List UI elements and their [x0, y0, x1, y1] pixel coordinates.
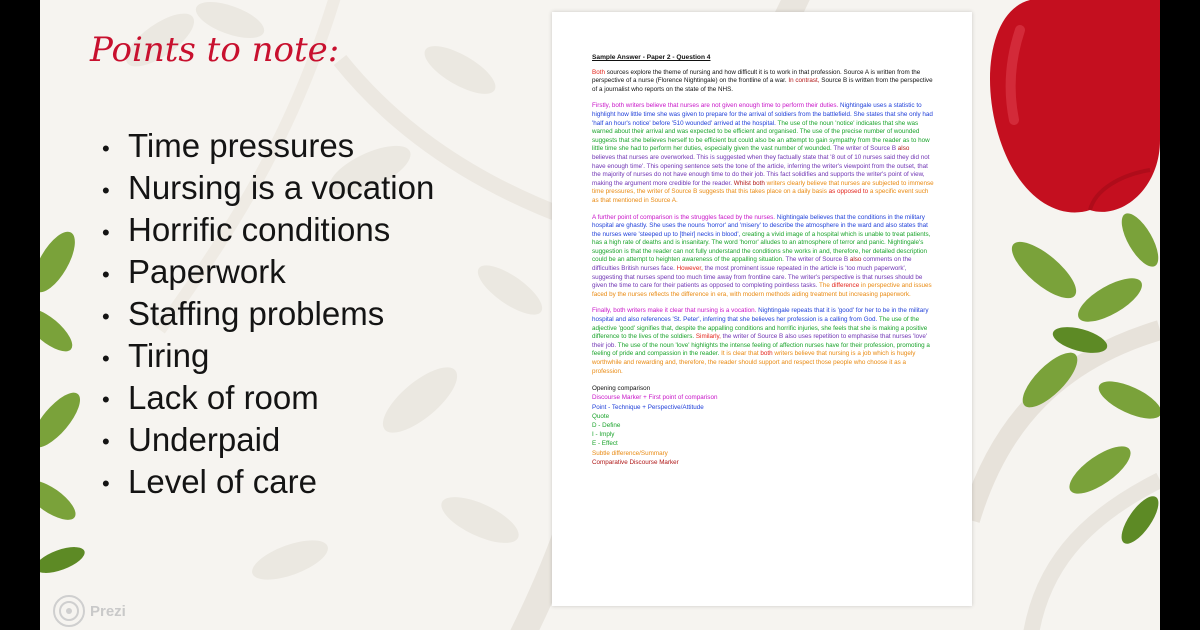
prezi-logo-text: Prezi [90, 602, 126, 620]
source-b-text: The writer of Source B [783, 256, 850, 264]
analysis-text: The use of the noun 'love' highlights the intense feeling of affection nurses have for their profession, promoting a feeling of pride and compassion in the reader. [592, 341, 930, 358]
discourse-marker: Both [592, 68, 605, 76]
point-of-comparison: Finally, both writers make it clear that nursing is a vocation. [592, 307, 757, 315]
analysis-text: The use of the noun 'notice' indicates that she was warned about their arrival and was expected to be efficient and organised. The use of the precise number of wounded suggests that she believes herself to be efficient but could also be an attempt to gain sympathy from the reader as to how little time she had to perform her duties, especially given the vast number of wounded. [592, 119, 930, 153]
paragraph-text: sources explore the theme of nursing and how difficult it is to work in that profession. Source A is written from the perspective of a nurse (Florence Nightingale) on the frontline of a war. [592, 68, 921, 85]
technique-text: Nightingale uses a statistic to highlight how little time she was given to prepare for the arrival of soldiers from the battlefield. She states that she only had 'half an hour's notice' before '510 wounded' arrived at the hospital. [592, 102, 933, 127]
prezi-logo[interactable] [52, 594, 126, 628]
key-item: E - Effect [592, 440, 618, 448]
comparative-marker: However, [674, 265, 703, 273]
comparative-marker: In contrast, [788, 77, 820, 85]
list-item: • Lack of room [102, 378, 434, 420]
summary-text: a specific event such as that mentioned in Source A. [592, 188, 929, 204]
paragraph-second-point [592, 214, 934, 300]
point-of-comparison: A further point of comparison is the struggles faced by the nurses. [592, 213, 776, 221]
bullet-icon: • [102, 177, 110, 203]
document-body [592, 54, 934, 467]
slide-title: Points to note: [90, 30, 340, 70]
right-letterbox [1160, 0, 1200, 630]
summary-text: writers believe that nursing is a job which is hugely worthwhile and rewarding and, therefore, the reader should support and respect those people who choose it as a profession. [592, 350, 916, 375]
comparative-marker: Similarly, [694, 333, 721, 341]
source-b-text: comments on the difficulties British nurses face. [592, 256, 912, 273]
prezi-logo-icon [52, 594, 86, 628]
list-item: • Nursing is a vocation [102, 168, 434, 210]
list-item: • Staffing problems [102, 294, 434, 336]
paragraph-text: Source B is written from the perspective of a journalist who reports on the state of the NHS. [592, 77, 933, 93]
summary-text: The [817, 282, 832, 290]
key-item: Comparative Discourse Marker [592, 458, 679, 466]
sample-answer-document [552, 12, 972, 606]
bullet-icon: • [102, 471, 110, 497]
technique-text: Nightingale believes that the conditions in the military hospital are ghastly. She uses the nouns 'horror' and 'misery' to describe the atmosphere in the ward and also states that the nurses were 'steeped up to [their] necks in blood', [592, 213, 928, 238]
summary-text: in perspective and issues faced by the nurses reflects the difference in era, with modern methods aiding treatment but increasing paperwork. [592, 282, 932, 298]
list-item: • Underpaid [102, 420, 434, 462]
paragraph-first-point [592, 102, 934, 205]
bullet-icon: • [102, 261, 110, 287]
list-item: • Time pressures [102, 126, 434, 168]
comparative-marker: also [849, 256, 862, 264]
source-b-text: the most prominent issue repeated in the article is 'too much paperwork', suggesting that nurses spend too much time away from frontline care. The writer's perspective is that nurses should be given the time to care for their patients as opposed to completing pointless tasks. [592, 265, 923, 290]
source-b-text: believes that nurses are overworked. This is suggested when they factually state that '8 out of 10 nurses said they did not have enough time'. This opening sentence sets the tone of the article, inferring the writer's viewpoint from the outset, that the majority of nurses do not have enough time to do their job. This fact solidifies and supports the writer's point of view, making the argument more credible for the reader. [592, 153, 930, 187]
paragraph-opening [592, 69, 934, 95]
bullet-icon: • [102, 345, 110, 371]
key-item: D - Define [592, 422, 621, 429]
bullet-icon: • [102, 135, 110, 161]
technique-text: Nightingale repeats that it is 'good' for her to be in the military hospital and also references 'St. Peter', inferring that she believes her profession is a calling from God. [592, 307, 929, 324]
bullet-icon: • [102, 387, 110, 413]
analysis-text: The use of the adjective 'good' signifies that, despite the appalling conditions and horrific injuries, she feels that she is making a positive difference to the lives of the soldiers. [592, 316, 928, 341]
comparative-marker: Whilst both [732, 179, 765, 187]
document-title: Sample Answer - Paper 2 - Question 4 [592, 54, 711, 61]
source-b-text: The writer of Source B [831, 145, 898, 153]
list-item: • Tiring [102, 336, 434, 378]
summary-text: It is clear that [719, 350, 761, 358]
key-item: Quote [592, 412, 610, 420]
bullet-icon: • [102, 219, 110, 245]
comparative-marker: as opposed to [828, 188, 869, 196]
comparative-marker: also [897, 145, 910, 153]
apple-icon [980, 0, 1160, 230]
key-item: Opening comparison [592, 385, 651, 393]
bullet-icon: • [102, 303, 110, 329]
key-item: Discourse Marker + First point of comparison [592, 394, 718, 402]
summary-text: writers clearly believe that nurses are subjected to immense time pressures, the writer of Source B suggests that this takes place on a daily basis [592, 179, 934, 196]
key-item: I - Imply [592, 431, 615, 439]
comparative-marker: both [760, 350, 773, 358]
key-item: Point - Technique + Perspective/Attitude [592, 403, 704, 411]
colour-key [592, 384, 934, 467]
analysis-text: creating a vivid image of a hospital which is unable to treat patients, has a high rate of deaths and is insanitary. The word 'horror' alludes to an atmosphere of terror and panic. Nightingale's suggestion is that the reader can not fully understand the conditions she works in and, therefore, her detailed description could be an attempt to heighten awareness of the appalling situation. [592, 230, 931, 264]
key-item: Subtle difference/Summary [592, 449, 668, 457]
left-letterbox [0, 0, 40, 630]
point-of-comparison: Firstly, both writers believe that nurses are not given enough time to perform their duties. [592, 102, 839, 110]
points-list [102, 126, 434, 504]
bullet-icon: • [102, 429, 110, 455]
slide-canvas [40, 0, 1160, 630]
comparative-marker: difference [831, 282, 860, 290]
list-item: • Horrific conditions [102, 210, 434, 252]
list-item: • Paperwork [102, 252, 434, 294]
list-item: • Level of care [102, 462, 434, 504]
source-b-text: the writer of Source B also uses repetition to emphasise that nurses 'love' their job. [592, 333, 928, 349]
paragraph-third-point [592, 307, 934, 376]
